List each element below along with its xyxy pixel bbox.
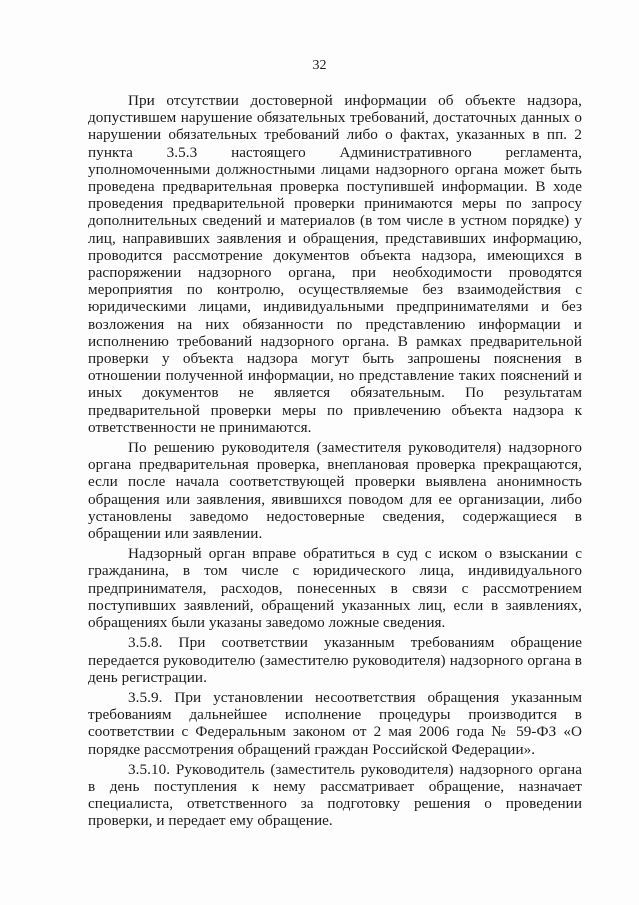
paragraph-court-claim: Надзорный орган вправе обратиться в суд с иском о взыскании с гражданина, в том числе с юридического лица, индивидуального предпринимателя, расходов, понесенных в связи с рассмотрением поступивших заявлений, обращений указанных лиц, если в заявлениях, обращениях были указаны заведомо ложные сведения. xyxy=(88,545,582,632)
paragraph-check-termination: По решению руководителя (заместителя руководителя) надзорного органа предварительная проверка, внеплановая проверка прекращаются, если после начала соответствующей проверки выявлена анонимность обращения или заявления, явившихся поводом для ее организации, либо установлены заведомо недостоверные сведения, содержащиеся в обращении или заявлении. xyxy=(88,439,582,543)
document-body xyxy=(88,92,582,833)
page-number: 32 xyxy=(312,58,327,73)
paragraph-3-5-10: 3.5.10. Руководитель (заместитель руководителя) надзорного органа в день поступления к нему рассматривает обращение, назначает специалиста, ответственного за подготовку решения о проведении проверки, и передает ему обращение. xyxy=(88,760,582,830)
paragraph-preliminary-check: При отсутствии достоверной информации об объекте надзора, допустившем нарушение обязательных требований, достаточных данных о нарушении обязательных требований либо о фактах, указанных в пп. 2 пункта 3.5.3 настоящего Административного регламента, уполномоченными должностными лицами надзорного органа может быть проведена предварительная проверка поступившей информации. В ходе проведения предварительной проверки принимаются меры по запросу дополнительных сведений и материалов (в том числе в устном порядке) у лиц, направивших заявления и обращения, представивших информацию, проводится рассмотрение документов объекта надзора, имеющихся в распоряжении надзорного органа, при необходимости проводятся мероприятия по контролю, осуществляемые без взаимодействия с юридическими лицами, индивидуальными предпринимателями и без возложения на них обязанности по представлению информации и исполнению требований надзорного органа. В рамках предварительной проверки у объекта надзора могут быть запрошены пояснения в отношении полученной информации, но представление таких пояснений и иных документов не является обязательным. По результатам предварительной проверки меры по привлечению объекта надзора к ответственности не принимаются. xyxy=(88,92,582,436)
paragraph-3-5-9: 3.5.9. При установлении несоответствия обращения указанным требованиям дальнейшее исполнение процедуры производится в соответствии с Федеральным законом от 2 мая 2006 года № 59-ФЗ «О порядке рассмотрения обращений граждан Российской Федерации». xyxy=(88,688,582,758)
paragraph-3-5-8: 3.5.8. При соответствии указанным требованиям обращение передается руководителю (заместителю руководителя) надзорного органа в день регистрации. xyxy=(88,634,582,686)
